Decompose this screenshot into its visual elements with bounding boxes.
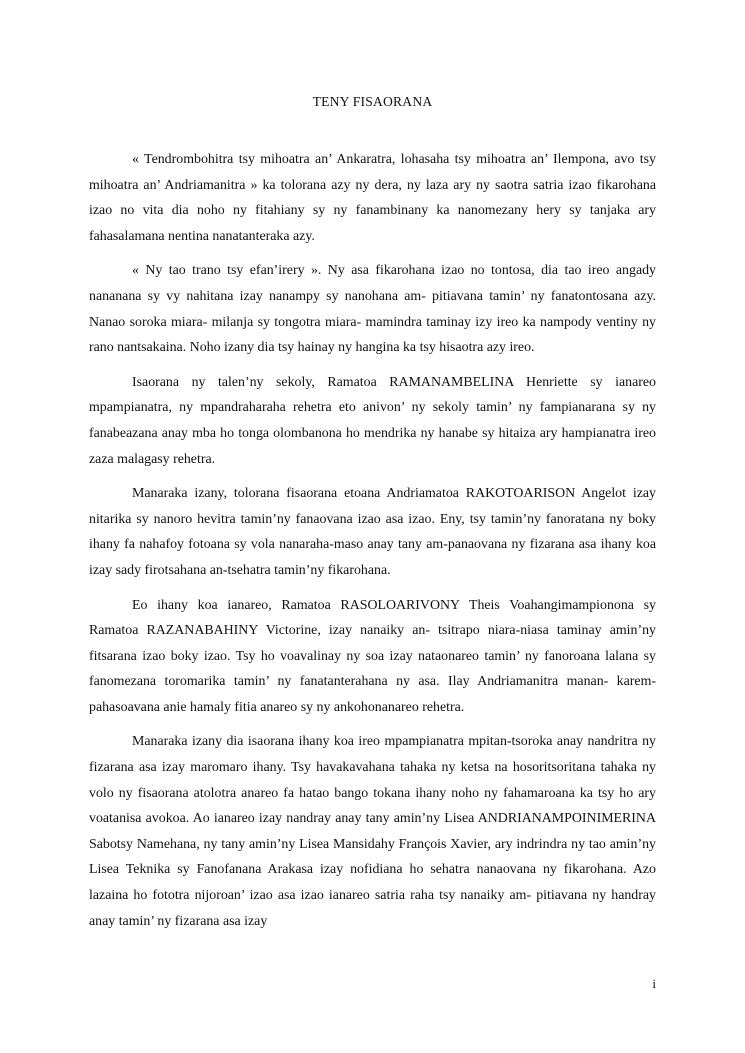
paragraph: « Ny tao trano tsy efan’irery ». Ny asa fikarohana izao no tontosa, dia tao ireo angady nananana sy vy nahitana izay nanampy sy nanohana am- pitiavana tamin’ ny fanatontosana azy. Nanao soroka miara- milanja sy tongotra miara- mamindra taminay izy ireo ka nampody ventiny ny rano nantsakaina. Noho izany dia tsy hainay ny hangina ka tsy hisaotra azy ireo. <box>89 263 656 356</box>
page-title: TENY FISAORANA <box>312 94 433 109</box>
page-number: i <box>652 976 656 991</box>
paragraph: Manaraka izany, tolorana fisaorana etoana Andriamatoa RAKOTOARISON Angelot izay nitarika sy nanoro hevitra tamin’ny fanaovana izao asa izao. Eny, tsy tamin’ny fanoratana ny boky ihany fa nahafoy fotoana sy vola nanaraha-maso anay tany am-panaovana ny fizarana asa ihany koa izay sady firotsahana an-tsehatra tamin’ny fikarohana. <box>89 486 656 578</box>
paragraph: « Tendrombohitra tsy mihoatra an’ Ankaratra, lohasaha tsy mihoatra an’ Ilempona, avo tsy mihoatra an’ Andriamanitra » ka tolorana azy ny dera, ny laza ary ny saotra satria izao fikarohana izao no vita dia noho ny fitahiany sy ny fanambinany ka nanomezany hery sy tanjaka ary fahasalamana nentina nanatanteraka azy. <box>89 152 656 244</box>
paragraph: Isaorana ny talen’ny sekoly, Ramatoa RAMANAMBELINA Henriette sy ianareo mpampianatra, ny mpandraharaha rehetra eto anivon’ ny sekoly tamin’ ny fampianarana sy ny fanabeazana anay mba ho tonga olombanona ho mendrika ny hanabe sy hitaiza ary hampianatra ireo zaza malagasy rehetra. <box>89 374 656 467</box>
paragraph: Eo ihany koa ianareo, Ramatoa RASOLOARIVONY Theis Voahangimampionona sy Ramatoa RAZANABAHINY Victorine, izay nanaiky an- tsitrapo niara-niasa taminay amin’ny fitsarana izao boky izao. Tsy ho voavalinay ny soa izay nataonareo tamin’ ny fanoroana lalana sy fanomezana toromarika tamin’ ny fanatanterahana ny asa. Ilay Andriamanitra manan- karem- pahasoavana anie hamaly fitia anareo sy ny ankohonanareo rehetra. <box>89 597 656 715</box>
body-text <box>89 147 656 943</box>
paragraph: Manaraka izany dia isaorana ihany koa ireo mpampianatra mpitan-tsoroka anay nandritra ny fizarana asa izay maromaro ihany. Tsy havakavahana tahaka ny ketsa na hosoritsoritana tahaka ny volo ny fisaorana atolotra anareo fa hatao bango tokana ihany noho ny fahamaroana ka tsy ho ary voatanisa avokoa. Ao ianareo izay nandray anay tany amin’ny Lisea ANDRIANAMPOINIMERINA Sabotsy Namehana, ny tany amin’ny Lisea Mansidahy François Xavier, ary indrindra ny tao amin’ny Lisea Teknika sy Fanofanana Arakasa izay nofidiana ho sehatra nanaovana ny fikarohana. Azo lazaina ho fototra nijoroan’ izao asa izao ianareo satria raha tsy nanaiky am- pitiavana ny handray anay tamin’ ny fizarana asa izay <box>89 734 656 929</box>
